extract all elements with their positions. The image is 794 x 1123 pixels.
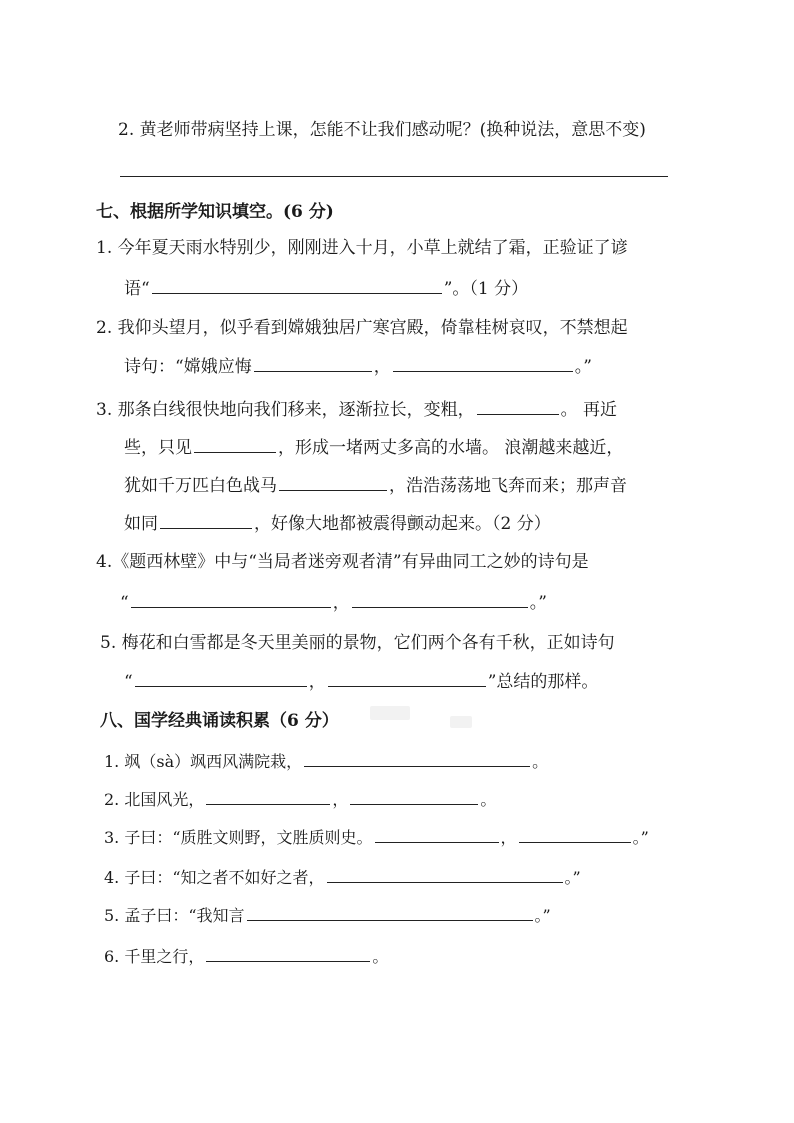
s8-q2-blank-1[interactable] [206, 786, 330, 805]
s7-q3-l1-post: 。 再近 [560, 400, 618, 420]
s7-q3-l1-pre: 3. 那条白线很快地向我们移来，逐渐拉长，变粗， [96, 400, 475, 420]
s7-q2-text: 2. 我仰头望月，似乎看到嫦娥独居广寒宫殿，倚靠桂树哀叹，不禁想起 [96, 318, 628, 338]
s7-title-text: 七、根据所学知识填空。(6 分) [96, 202, 334, 222]
s7-q5-mid: ， [308, 672, 326, 692]
s8-q2-pre: 2. 北国风光， [104, 790, 205, 809]
s7-q4-pre: “ [120, 593, 129, 613]
s7-q5-post: ”总结的那样。 [487, 672, 599, 692]
s7-q2-line1 [96, 316, 628, 340]
s7-q3-line4 [124, 510, 551, 536]
s7-q1-text: 1. 今年夏天雨水特别少，刚刚进入十月，小草上就结了霜，正验证了谚 [96, 238, 628, 258]
s7-q1-blank[interactable] [152, 275, 442, 294]
s8-q6-pre: 6. 千里之行， [104, 947, 205, 966]
s7-q4-mid: ， [332, 593, 350, 613]
s7-q3-blank-2[interactable] [194, 434, 276, 453]
s7-q3-blank-4[interactable] [160, 510, 252, 529]
s8-q3 [104, 824, 649, 850]
s7-q4-post: 。” [529, 593, 547, 613]
s8-q4 [104, 864, 581, 890]
s8-q3-post: 。” [632, 828, 649, 847]
s8-q3-pre: 3. 子曰：“质胜文则野，文胜质则史。 [104, 828, 373, 847]
s7-title [96, 200, 334, 224]
s8-q6-post: 。 [372, 947, 389, 966]
s8-q1-blank[interactable] [304, 748, 530, 767]
s7-q3-blank-3[interactable] [279, 472, 387, 491]
s7-q3-line3 [124, 472, 627, 498]
s6-q2-text: 2. 黄老师带病坚持上课，怎能不让我们感动呢？(换种说法，意思不变) [118, 120, 646, 140]
s7-q1-line1 [96, 236, 628, 260]
s8-q2-blank-2[interactable] [350, 786, 478, 805]
s8-q1-pre: 1. 飒（sà）飒西风满院栽， [104, 752, 303, 771]
s8-title-text: 八、国学经典诵读积累（6 分） [100, 711, 339, 731]
s8-q6-blank[interactable] [206, 943, 370, 962]
s7-q2-blank-1[interactable] [254, 353, 372, 372]
s7-q4-blank-1[interactable] [131, 589, 331, 608]
s8-q5-post: 。” [534, 906, 551, 925]
s8-q5-blank[interactable] [247, 902, 533, 921]
s7-q5-pre: “ [124, 672, 133, 692]
s8-q3-blank-2[interactable] [519, 824, 631, 843]
s7-q4-text: 4.《题西林壁》中与“当局者迷旁观者清”有异曲同工之妙的诗句是 [96, 552, 589, 572]
s8-q1 [104, 748, 548, 774]
s7-q2-line2 [124, 353, 592, 379]
s7-q3-l2-pre: 些，只见 [124, 438, 192, 458]
s7-q4-line1 [96, 550, 589, 574]
s7-q5-blank-2[interactable] [328, 668, 486, 687]
s6-q2-answer-line[interactable] [120, 176, 668, 177]
s8-q4-post: 。” [564, 868, 581, 887]
scan-smudge [450, 716, 472, 728]
s7-q5-blank-1[interactable] [135, 668, 307, 687]
s7-q1-post: ”。（1 分） [443, 279, 529, 299]
s7-q2-post: 。” [574, 357, 592, 377]
s8-q4-blank[interactable] [327, 864, 563, 883]
s7-q3-l3-post: ，浩浩荡荡地飞奔而来；那声音 [389, 476, 627, 496]
s7-q4-blank-2[interactable] [352, 589, 528, 608]
s8-q2-mid: ， [332, 790, 349, 809]
s7-q5-line2 [124, 668, 598, 694]
s8-q2-post: 。 [480, 790, 497, 809]
s7-q3-line1 [96, 396, 617, 422]
s7-q1-pre: 语“ [124, 279, 150, 299]
s7-q3-l4-pre: 如同 [124, 514, 158, 534]
s7-q2-mid: ， [373, 357, 391, 377]
s7-q3-line2 [124, 434, 623, 460]
s7-q2-blank-2[interactable] [393, 353, 573, 372]
s8-q1-post: 。 [532, 752, 549, 771]
s8-q5 [104, 902, 551, 928]
s7-q5-line1 [100, 631, 615, 655]
s8-title [100, 709, 339, 733]
s8-q4-pre: 4. 子曰：“知之者不如好之者， [104, 868, 325, 887]
s7-q3-l4-post: ，好像大地都被震得颤动起来。（2 分） [254, 514, 551, 534]
s7-q3-l3-pre: 犹如千万匹白色战马 [124, 476, 277, 496]
s6-question-2 [118, 118, 646, 142]
s7-q4-line2 [120, 589, 547, 615]
s8-q6 [104, 943, 388, 969]
s7-q2-pre: 诗句：“嫦娥应悔 [124, 357, 252, 377]
s7-q1-line2 [124, 275, 528, 301]
s8-q3-mid: ， [500, 828, 517, 847]
s8-q3-blank-1[interactable] [375, 824, 499, 843]
s7-q3-l2-post: ，形成一堵两丈多高的水墙。 浪潮越来越近， [278, 438, 624, 458]
s7-q3-blank-1[interactable] [477, 396, 559, 415]
s7-q5-text: 5. 梅花和白雪都是冬天里美丽的景物，它们两个各有千秋，正如诗句 [100, 633, 615, 653]
s8-q2 [104, 786, 496, 812]
s8-q5-pre: 5. 孟子曰：“我知言 [104, 906, 245, 925]
scan-smudge [370, 706, 410, 720]
